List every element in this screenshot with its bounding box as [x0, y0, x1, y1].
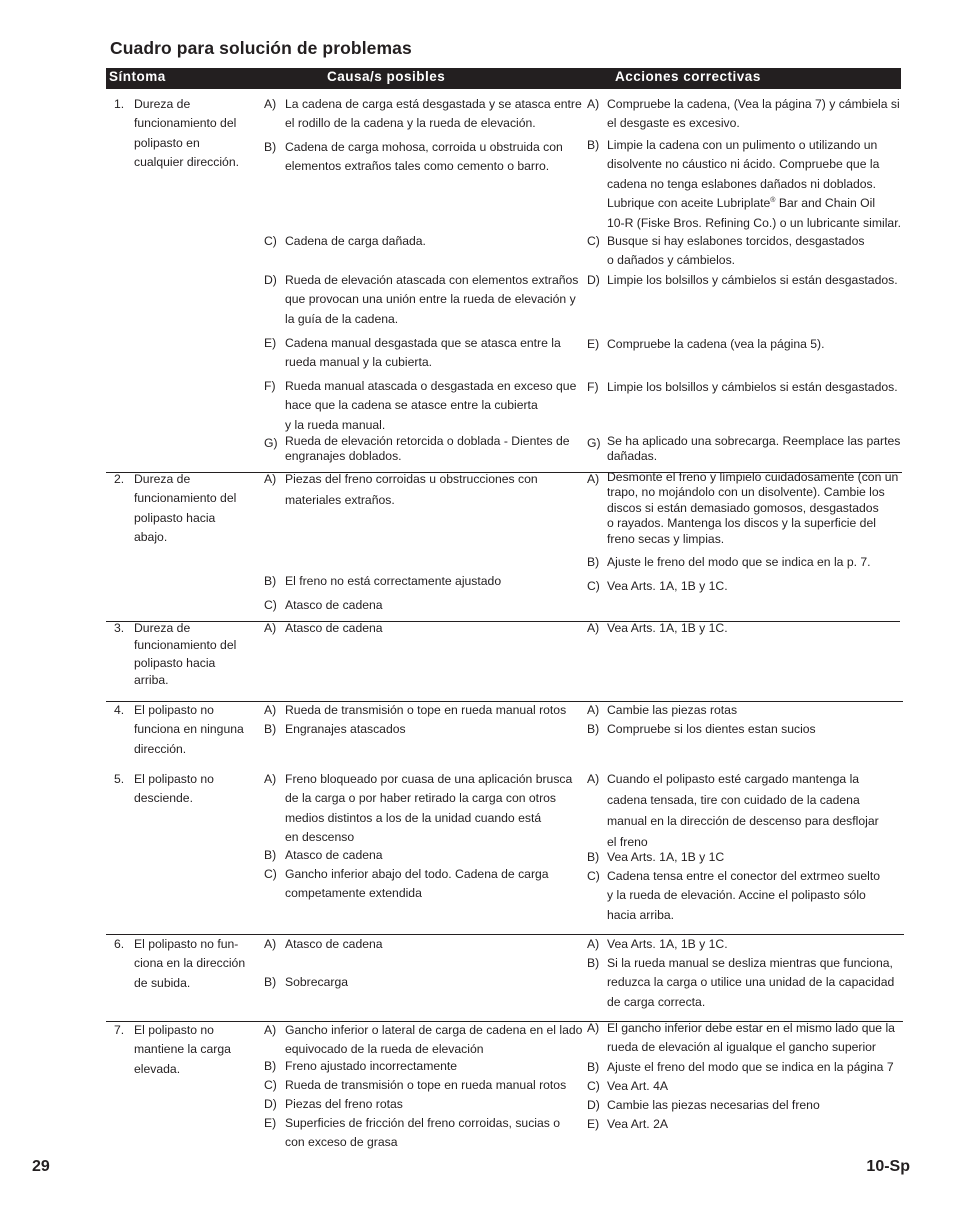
row-number: 2. — [114, 472, 125, 486]
action-line: de carga correcta. — [607, 994, 706, 1009]
cause-line: Atasco de cadena — [285, 937, 383, 951]
action-letter: B) — [587, 956, 600, 970]
row-number: 6. — [114, 937, 125, 951]
symptom-line: funciona en ninguna — [134, 722, 244, 737]
symptom-line: funcionamiento del — [134, 638, 237, 653]
row-number: 5. — [114, 772, 125, 786]
action-line: Cambie las piezas necesarias del freno — [607, 1098, 820, 1112]
action-letter: E) — [587, 1117, 600, 1131]
symptom-line: de subida. — [134, 975, 191, 990]
action-letter: G) — [587, 436, 601, 450]
symptom-line: Dureza de — [134, 97, 191, 111]
action-line: rueda de elevación al igualque el gancho superior — [607, 1040, 876, 1055]
action-line: discos si están demasiado gomosos, desgastados — [607, 500, 879, 515]
action-letter: F) — [587, 380, 599, 394]
symptom-line: polipasto en — [134, 135, 200, 150]
cause-line: rueda manual y la cubierta. — [285, 355, 433, 370]
cause-line: y la rueda manual. — [285, 417, 386, 432]
symptom-line: El polipasto no — [134, 703, 214, 717]
cause-line: materiales extraños. — [285, 493, 395, 507]
cause-line: Rueda de elevación retorcida o doblada - Dientes de — [285, 434, 570, 448]
action-line: Compruebe la cadena (vea la página 5). — [607, 337, 825, 351]
cause-line: Rueda de transmisión o tope en rueda manual rotos — [285, 1078, 567, 1092]
cause-letter: C) — [264, 598, 277, 612]
cause-line: el rodillo de la cadena y la rueda de elevación. — [285, 116, 536, 131]
cause-line: El freno no está correctamente ajustado — [285, 574, 502, 588]
symptom-line: ciona en la dirección — [134, 956, 246, 971]
cause-line: que provocan una unión entre la rueda de elevación y — [285, 292, 576, 307]
header-causes: Causa/s posibles — [327, 69, 446, 84]
action-letter: D) — [587, 273, 600, 287]
action-line: cadena tensada, tire con cuidado de la cadena — [607, 793, 860, 807]
action-letter: C) — [587, 234, 600, 248]
header-symptom: Síntoma — [109, 69, 166, 84]
lubricant-name: Bar and Chain Oil — [775, 196, 876, 211]
action-line: Lubrique con aceite Lubriplate® Bar and Chain Oil — [607, 196, 876, 211]
action-letter: A) — [587, 1021, 600, 1035]
row-number: 4. — [114, 703, 125, 717]
symptom-line: arriba. — [134, 673, 169, 688]
cause-line: La cadena de carga está desgastada y se atasca entre — [285, 97, 582, 111]
action-line: Limpie la cadena con un pulimento o utilizando un — [607, 138, 878, 152]
symptom-line: mantiene la carga — [134, 1042, 231, 1057]
row-divider — [106, 472, 902, 473]
action-line: Cadena tensa entre el conector del extrmeo suelto — [607, 869, 881, 883]
action-line: Limpie los bolsillos y cámbielos si están desgastados. — [607, 273, 898, 287]
action-line: Cambie las piezas rotas — [607, 703, 738, 717]
action-line: hacia arriba. — [607, 907, 675, 922]
action-line: El gancho inferior debe estar en el mismo lado que la — [607, 1021, 895, 1035]
action-letter: A) — [587, 937, 600, 951]
cause-line: engranajes doblados. — [285, 449, 402, 464]
action-line: cadena no tenga eslabones dañados ni doblados. — [607, 176, 877, 191]
cause-line: Sobrecarga — [285, 975, 349, 989]
action-letter: D) — [587, 1098, 600, 1112]
row-number: 1. — [114, 97, 125, 111]
cause-letter: A) — [264, 621, 277, 635]
cause-letter: B) — [264, 848, 277, 862]
cause-letter: C) — [264, 234, 277, 248]
action-line: Vea Arts. 1A, 1B y 1C. — [607, 579, 728, 593]
cause-line: con exceso de grasa — [285, 1135, 398, 1150]
action-line: Vea Arts. 1A, 1B y 1C — [607, 850, 725, 864]
cause-line: Cadena de carga dañada. — [285, 234, 426, 248]
cause-letter: A) — [264, 1023, 277, 1037]
cause-line: equivocado de la rueda de elevación — [285, 1042, 484, 1057]
action-line: Vea Art. 2A — [607, 1117, 668, 1131]
cause-letter: B) — [264, 140, 277, 154]
action-letter: B) — [587, 850, 600, 864]
cause-letter: F) — [264, 379, 276, 393]
action-line: Ajuste el freno del modo que se indica en la página 7 — [607, 1060, 894, 1074]
action-line: trapo, no mojándolo con un disolvente). Cambie los — [607, 485, 885, 500]
action-line: Desmonte el freno y límpielo cuidadosamente (con un — [607, 470, 899, 484]
action-letter: C) — [587, 1079, 600, 1093]
cause-line: Atasco de cadena — [285, 598, 383, 612]
row-divider — [106, 621, 900, 622]
action-line: el desgaste es excesivo. — [607, 116, 740, 131]
action-line: Limpie los bolsillos y cámbielos si están desgastados. — [607, 380, 898, 394]
cause-line: medios distintos a los de la unidad cuando está — [285, 810, 542, 825]
action-line: Compruebe la cadena, (Vea la página 7) y cámbiela si — [607, 97, 900, 111]
cause-letter: B) — [264, 975, 277, 989]
action-line: o dañados y cámbielos. — [607, 253, 736, 268]
action-line: y la rueda de elevación. Accine el polipasto sólo — [607, 888, 866, 903]
action-letter: A) — [587, 703, 600, 717]
row-divider — [106, 934, 904, 935]
cause-letter: B) — [264, 574, 277, 588]
cause-letter: B) — [264, 1059, 277, 1073]
cause-line: Piezas del freno corroidas u obstrucciones con — [285, 472, 538, 486]
action-line: dañadas. — [607, 449, 658, 464]
action-letter: C) — [587, 579, 600, 593]
cause-letter: A) — [264, 703, 277, 717]
symptom-line: dirección. — [134, 741, 187, 756]
action-letter: B) — [587, 555, 600, 569]
cause-letter: D) — [264, 1097, 277, 1111]
row-number: 7. — [114, 1023, 125, 1037]
cause-line: Gancho inferior o lateral de carga de cadena en el lado — [285, 1023, 583, 1037]
action-letter: B) — [587, 722, 600, 736]
cause-line: elementos extraños tales como cemento o barro. — [285, 159, 550, 174]
symptom-line: El polipasto no — [134, 1023, 214, 1037]
action-line: Compruebe si los dientes estan sucios — [607, 722, 816, 736]
cause-letter: C) — [264, 867, 277, 881]
action-line: 10-R (Fiske Bros. Refining Co.) o un lubricante similar. — [607, 215, 901, 230]
cause-line: Cadena manual desgastada que se atasca entre la — [285, 336, 561, 350]
cause-line: en descenso — [285, 830, 355, 845]
action-line: Ajuste le freno del modo que se indica en la p. 7. — [607, 555, 871, 569]
cause-line: Freno bloqueado por cuasa de una aplicación brusca — [285, 772, 573, 786]
action-letter: C) — [587, 869, 600, 883]
symptom-line: cualquier dirección. — [134, 155, 240, 170]
row-divider — [106, 701, 903, 702]
cause-line: de la carga o por haber retirado la carga con otros — [285, 791, 556, 806]
cause-line: Gancho inferior abajo del todo. Cadena de carga — [285, 867, 549, 881]
action-line: Cuando el polipasto esté cargado mantenga la — [607, 772, 860, 786]
cause-line: Piezas del freno rotas — [285, 1097, 403, 1111]
action-letter: E) — [587, 337, 600, 351]
registered-mark: ® — [770, 197, 776, 205]
cause-line: Freno ajustado incorrectamente — [285, 1059, 458, 1073]
action-line: freno secas y limpias. — [607, 531, 725, 546]
cause-line: Atasco de cadena — [285, 848, 383, 862]
action-letter: B) — [587, 138, 600, 152]
row-number: 3. — [114, 621, 125, 635]
symptom-line: Dureza de — [134, 472, 191, 486]
action-line: Si la rueda manual se desliza mientras que funciona, — [607, 956, 893, 970]
cause-line: Engranajes atascados — [285, 722, 406, 736]
cause-letter: G) — [264, 436, 278, 450]
action-line: manual en la dirección de descenso para desflojar — [607, 814, 879, 828]
cause-line: hace que la cadena se atasce entre la cubierta — [285, 398, 538, 413]
symptom-line: desciende. — [134, 791, 193, 806]
cause-letter: E) — [264, 1116, 277, 1130]
page-title: Cuadro para solución de problemas — [110, 38, 412, 58]
action-letter: A) — [587, 97, 600, 111]
symptom-line: funcionamiento del — [134, 491, 237, 506]
action-letter: B) — [587, 1060, 600, 1074]
page-number-left: 29 — [32, 1158, 50, 1175]
action-line: disolvente no cáustico ni ácido. Compruebe que la — [607, 157, 880, 172]
cause-letter: A) — [264, 937, 277, 951]
cause-line: Rueda manual atascada o desgastada en exceso que — [285, 379, 577, 393]
action-line: Vea Arts. 1A, 1B y 1C. — [607, 937, 728, 951]
action-line: el freno — [607, 835, 648, 849]
symptom-line: El polipasto no fun- — [134, 937, 239, 951]
cause-line: competamente extendida — [285, 886, 422, 901]
cause-line: Atasco de cadena — [285, 621, 383, 635]
page-number-right: 10-Sp — [866, 1158, 910, 1175]
cause-letter: A) — [264, 97, 277, 111]
symptom-line: polipasto hacia — [134, 655, 216, 670]
cause-letter: C) — [264, 1078, 277, 1092]
cause-letter: A) — [264, 472, 277, 486]
action-line: Busque si hay eslabones torcidos, desgastados — [607, 234, 865, 248]
action-line: o rayados. Mantenga los discos y la superficie del — [607, 516, 876, 531]
action-line: Se ha aplicado una sobrecarga. Reemplace las partes — [607, 434, 901, 448]
cause-letter: D) — [264, 273, 277, 287]
cause-letter: B) — [264, 722, 277, 736]
cause-line: Rueda de transmisión o tope en rueda manual rotos — [285, 703, 567, 717]
header-actions: Acciones correctivas — [615, 69, 761, 84]
action-line: reduzca la carga o utilice una unidad de la capacidad — [607, 975, 895, 990]
symptom-line: Dureza de — [134, 621, 191, 635]
action-letter: A) — [587, 772, 600, 786]
action-letter: A) — [587, 472, 600, 486]
cause-line: la guía de la cadena. — [285, 311, 399, 326]
cause-letter: A) — [264, 772, 277, 786]
cause-line: Cadena de carga mohosa, corroida u obstruida con — [285, 140, 563, 154]
action-line: Vea Art. 4A — [607, 1079, 668, 1093]
cause-line: Superficies de fricción del freno corroidas, sucias o — [285, 1116, 561, 1130]
symptom-line: El polipasto no — [134, 772, 214, 786]
symptom-line: polipasto hacia — [134, 510, 216, 525]
row-divider — [106, 1021, 903, 1022]
cause-line: Rueda de elevación atascada con elementos extraños — [285, 273, 579, 287]
symptom-line: funcionamiento del — [134, 116, 237, 131]
symptom-line: abajo. — [134, 530, 168, 545]
action-line: Vea Arts. 1A, 1B y 1C. — [607, 621, 728, 635]
cause-letter: E) — [264, 336, 277, 350]
symptom-line: elevada. — [134, 1061, 181, 1076]
action-letter: A) — [587, 621, 600, 635]
